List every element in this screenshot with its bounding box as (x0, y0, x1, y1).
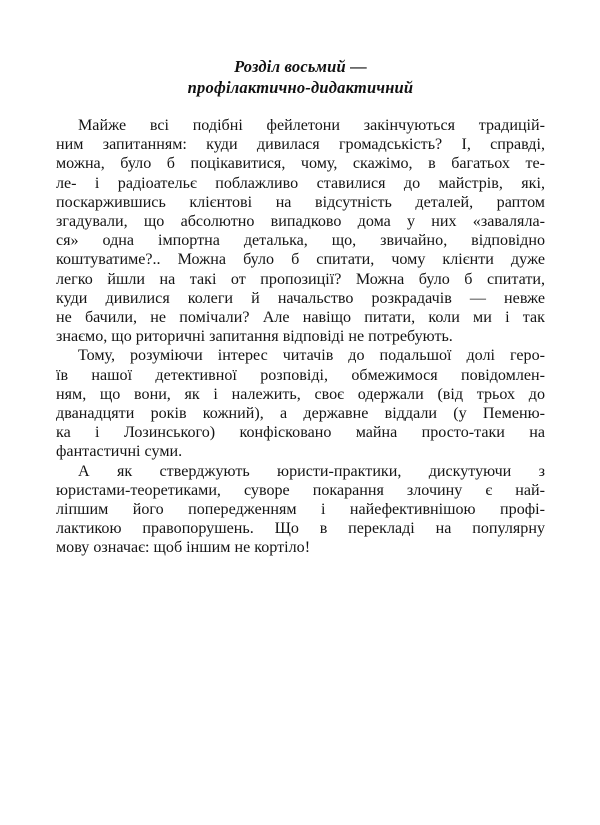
text-line: ним запитанням: куди дивилася громадськість? І, справді, (56, 136, 545, 154)
chapter-title (56, 56, 545, 98)
text-line: ням, що вони, як і належить, своє одержали (від трьох до (56, 385, 545, 403)
text-line: лактикою правопорушень. Що в перекладі на популярну (56, 520, 545, 538)
text-line: ка і Лозинського) конфісковано майна просто-таки на (56, 424, 545, 442)
text-column (56, 56, 545, 558)
body-paragraph-1 (56, 116, 545, 346)
body-paragraph-2 (56, 346, 545, 461)
text-line: ся» одна імпортна деталька, що, звичайно, відповідно (56, 232, 545, 250)
text-line: коштуватиме?.. Можна було б спитати, чому клієнти дуже (56, 251, 545, 269)
text-line: юристами-теоретиками, суворе покарання злочину є най- (56, 481, 545, 499)
text-line: дванадцяти років кожний), а державне віддали (у Пеменю- (56, 405, 545, 423)
text-line: ліпшим його попередженням і найефективнішою профі- (56, 501, 545, 519)
text-line: А як стверджують юристи-практики, дискутуючи з (78, 462, 545, 480)
text-line: ле- і радіоательє поблажливо ставилися до майстрів, які, (56, 174, 545, 192)
body-paragraph-3 (56, 462, 545, 558)
text-line: мову означає: щоб іншим не кортіло! (56, 539, 311, 557)
text-line: можна, було б поцікавитися, чому, скажімо, в багатьох те- (56, 155, 545, 173)
text-line: їв нашої детективної розповіді, обмежимося повідомлен- (56, 366, 545, 384)
text-line: Тому, розуміючи інтерес читачів до подальшої долі геро- (78, 347, 545, 365)
text-line: легко йшли на такі от пропозиції? Можна було б спитати, (56, 270, 545, 288)
text-line: Майже всі подібні фейлетони закінчуються традицій- (78, 117, 545, 134)
text-line: згадували, що абсолютно випадково дома у них «заваляла- (56, 213, 545, 231)
text-line: поскаржившись клієнтові на відсутність деталей, раптом (56, 193, 545, 211)
chapter-title-line-2: профілактично-дидактичний (187, 78, 414, 97)
text-line: фантастичні суми. (56, 443, 183, 461)
text-line: знаємо, що риторичні запитання відповіді не потребують. (56, 328, 453, 346)
text-line: куди дивилися колеги й начальство розкрадачів — невже (56, 289, 545, 307)
chapter-title-line-1: Розділ восьмий — (234, 57, 367, 76)
text-line: не бачили, не помічали? Але навіщо питати, коли ми і так (56, 309, 545, 327)
